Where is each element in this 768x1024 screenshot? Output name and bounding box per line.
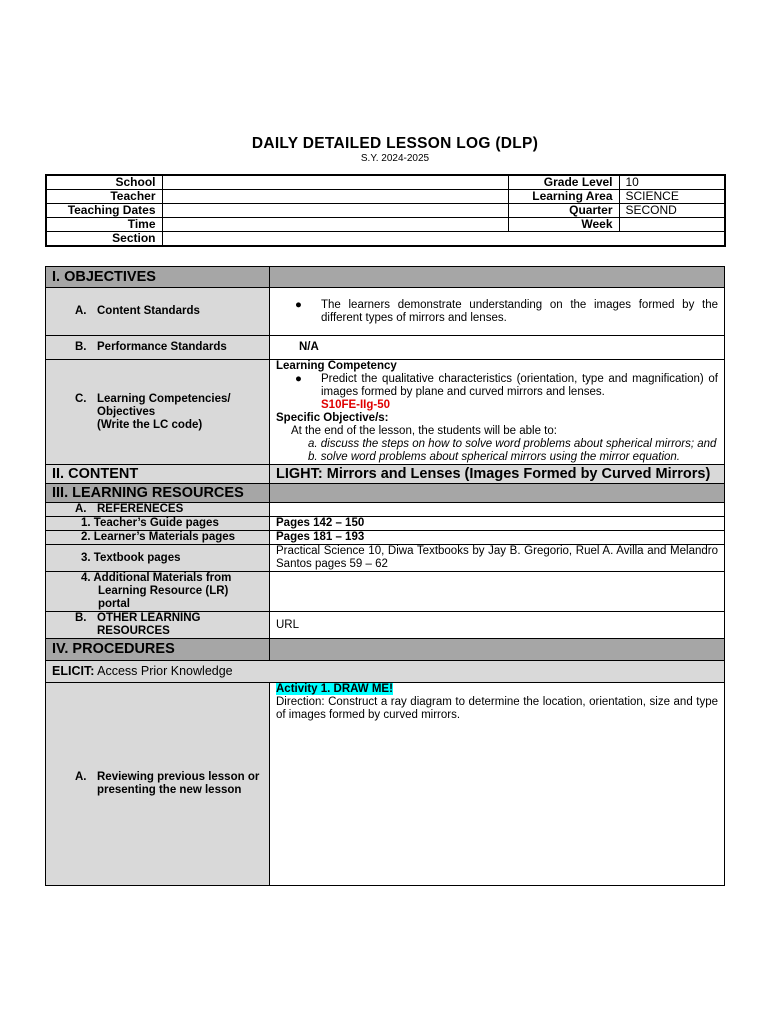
teaching-dates-label: Teaching Dates — [46, 204, 162, 218]
elicit-text: Access Prior Knowledge — [94, 664, 233, 678]
other-resources-letter: B. — [75, 612, 87, 624]
school-field[interactable] — [162, 175, 508, 190]
specific-objective-b: b. solve word problems about spherical mirrors using the mirror equation. — [308, 451, 680, 463]
references-text: REFERENECES — [97, 503, 184, 515]
learning-area-label: Learning Area — [508, 190, 619, 204]
performance-standards-letter: B. — [75, 341, 87, 353]
other-resources-value: URL — [270, 612, 725, 639]
teachers-guide-value: Pages 142 – 150 — [270, 517, 725, 531]
learning-area-field[interactable]: SCIENCE — [619, 190, 725, 204]
learners-materials-label: 2. Learner’s Materials pages — [46, 531, 270, 545]
teacher-field[interactable] — [162, 190, 508, 204]
teachers-guide-label: 1. Teacher’s Guide pages — [46, 517, 270, 531]
references-label — [46, 503, 270, 517]
additional-materials-line-2: Learning Resource (LR) portal — [98, 585, 229, 610]
learning-competencies-line-2: Objectives — [97, 405, 156, 418]
lc-code: S10FE-IIg-50 — [321, 399, 391, 411]
header-info-table — [45, 174, 726, 247]
reviewing-lesson-line-2: presenting the new lesson — [97, 784, 242, 796]
references-value — [270, 503, 725, 517]
lesson-plan-table — [45, 266, 725, 886]
reviewing-lesson-value — [270, 683, 725, 886]
other-resources-line-2: RESOURCES — [97, 625, 170, 637]
textbook-value: Practical Science 10, Diwa Textbooks by Jay B. Gregorio, Ruel A. Avilla and Melandro Santos pages 59 – 62 — [270, 545, 725, 572]
content-standards-statement: The learners demonstrate understanding on the images formed by the different types of mirrors and lenses. — [321, 298, 718, 324]
time-label: Time — [46, 218, 162, 232]
document-title: DAILY DETAILED LESSON LOG (DLP) — [251, 135, 539, 152]
quarter-field[interactable]: SECOND — [619, 204, 725, 218]
objectives-heading: I. OBJECTIVES — [46, 267, 270, 288]
learning-competency-heading: Learning Competency — [276, 360, 397, 372]
other-resources-line-1: OTHER LEARNING — [97, 612, 201, 624]
week-field[interactable] — [619, 218, 725, 232]
reviewing-lesson-line-1: Reviewing previous lesson or — [97, 771, 260, 783]
quarter-label: Quarter — [508, 204, 619, 218]
grade-level-field[interactable]: 10 — [619, 175, 725, 190]
performance-standards-value: N/A — [270, 336, 725, 360]
bullet-icon: ● — [295, 298, 302, 311]
specific-objective-a: a. discuss the steps on how to solve word problems about spherical mirrors; and — [308, 438, 717, 450]
performance-standards-label — [46, 336, 270, 360]
section-field[interactable] — [162, 232, 725, 247]
teacher-label: Teacher — [46, 190, 162, 204]
other-resources-label — [46, 612, 270, 639]
additional-materials-label — [46, 572, 270, 612]
time-field[interactable] — [162, 218, 508, 232]
procedures-heading-blank — [270, 639, 725, 661]
section-label: Section — [46, 232, 162, 247]
week-label: Week — [508, 218, 619, 232]
additional-materials-value — [270, 572, 725, 612]
content-heading: II. CONTENT — [46, 465, 270, 484]
specific-objectives-heading: Specific Objective/s: — [276, 412, 389, 424]
content-standards-bullet — [276, 299, 718, 325]
procedures-heading: IV. PROCEDURES — [46, 639, 270, 661]
learning-competencies-value — [270, 360, 725, 465]
activity-direction: Direction: Construct a ray diagram to determine the location, orientation, size and type of images formed by curved mirrors. — [276, 696, 718, 721]
performance-standards-text: Performance Standards — [97, 341, 227, 353]
content-standards-text: Content Standards — [97, 305, 200, 317]
learning-competencies-letter: C. — [75, 392, 87, 405]
learning-competency-bullet — [276, 373, 718, 399]
specific-objectives-intro: At the end of the lesson, the students will be able to: — [291, 425, 557, 437]
learning-competency-statement: Predict the qualitative characteristics (orientation, type and magnification) of images formed by plane and curved mirrors and lenses. — [321, 373, 718, 398]
elicit-row — [46, 661, 725, 683]
textbook-label: 3. Textbook pages — [46, 545, 270, 572]
school-label: School — [46, 175, 162, 190]
teaching-dates-field[interactable] — [162, 204, 508, 218]
bullet-icon: ● — [295, 373, 302, 385]
reviewing-lesson-letter: A. — [75, 771, 87, 783]
learning-competencies-line-1: Learning Competencies/ — [97, 392, 231, 405]
elicit-label: ELICIT: — [52, 664, 95, 678]
learners-materials-value: Pages 181 – 193 — [270, 531, 725, 545]
learning-competencies-label — [46, 360, 270, 465]
additional-materials-line-1: 4. Additional Materials from — [81, 572, 232, 584]
content-standards-value — [270, 288, 725, 336]
content-topic: LIGHT: Mirrors and Lenses (Images Formed by Curved Mirrors) — [270, 465, 725, 484]
learning-competencies-line-3: (Write the LC code) — [97, 418, 203, 431]
references-letter: A. — [75, 503, 87, 515]
grade-level-label: Grade Level — [508, 175, 619, 190]
learning-resources-heading: III. LEARNING RESOURCES — [46, 484, 270, 503]
learning-resources-heading-blank — [270, 484, 725, 503]
activity-title: Activity 1. DRAW ME! — [276, 683, 393, 695]
content-standards-letter: A. — [75, 305, 87, 317]
school-year: S.Y. 2024-2025 — [360, 153, 430, 164]
content-standards-label — [46, 288, 270, 336]
objectives-heading-blank — [270, 267, 725, 288]
reviewing-lesson-label — [46, 683, 270, 886]
